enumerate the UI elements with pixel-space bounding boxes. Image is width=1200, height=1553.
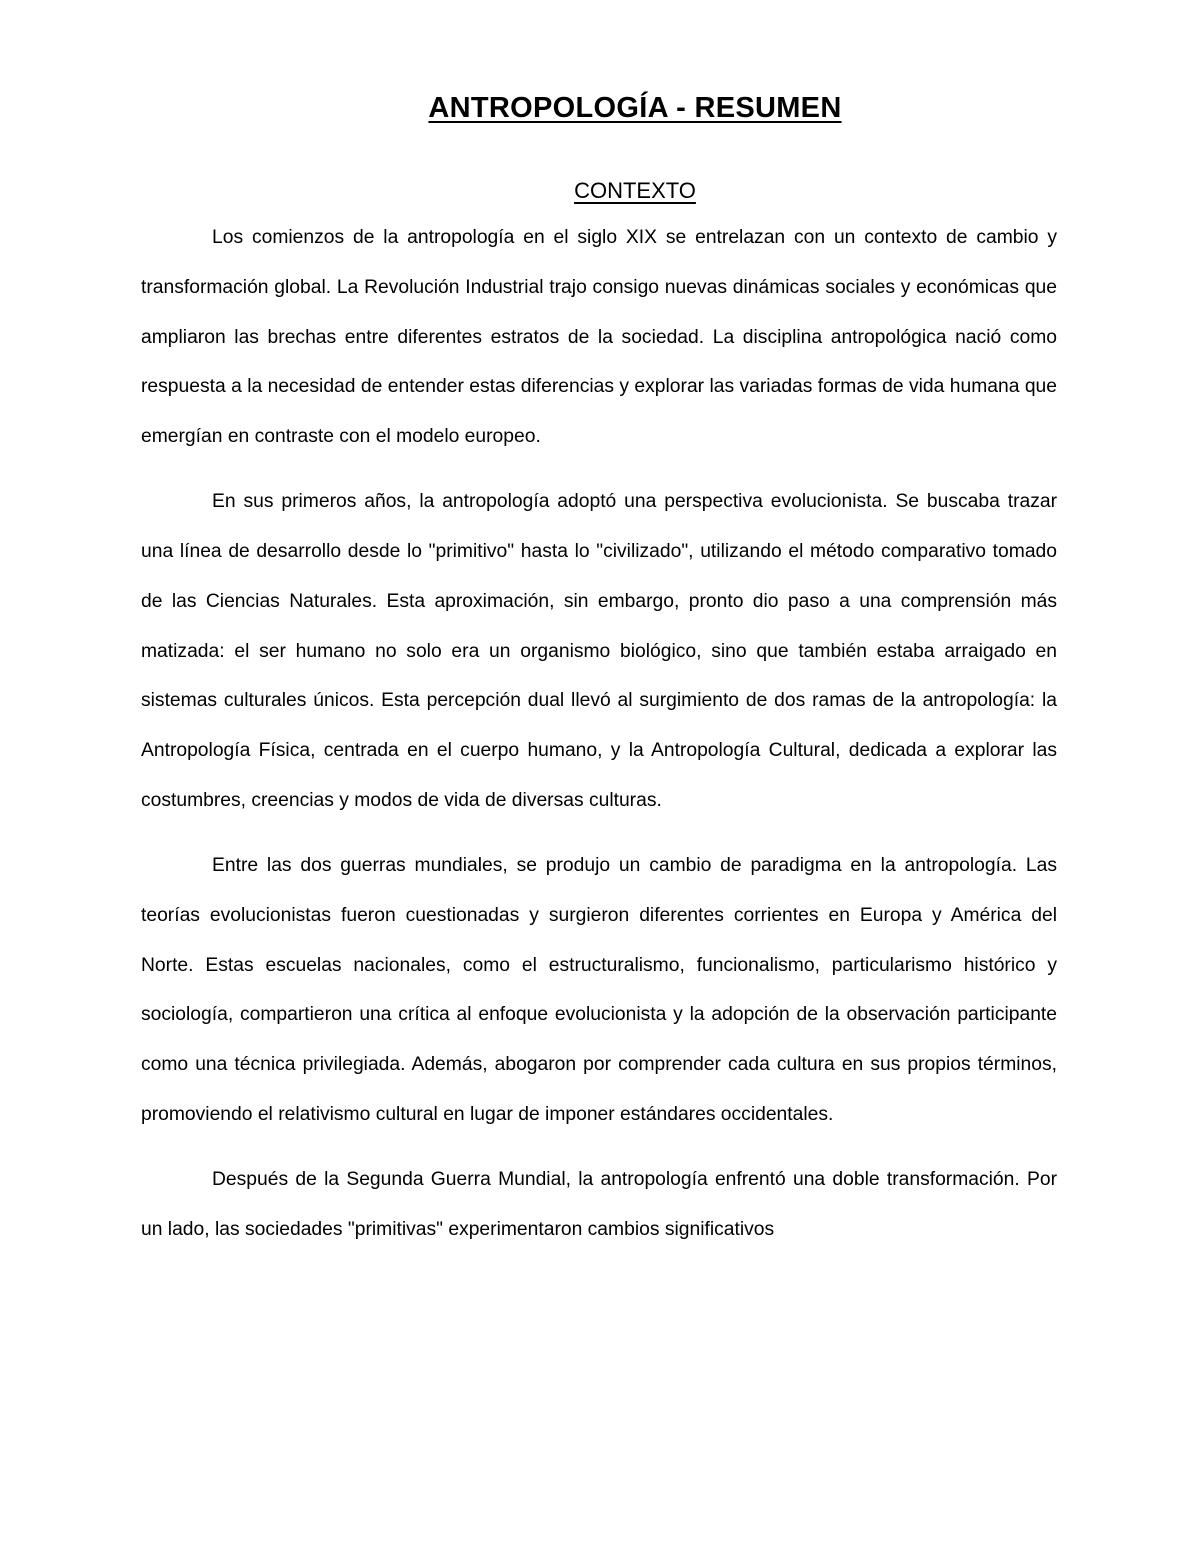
section-heading: CONTEXTO: [574, 178, 696, 203]
paragraph: Entre las dos guerras mundiales, se produjo un cambio de paradigma en la antropología. Las teorías evolucionistas fueron cuestionadas y surgieron diferentes corrientes en Europa y América del Norte. Estas escuelas nacionales, como el estructuralismo, funcionalismo, particularismo histórico y sociología, compartieron una crítica al enfoque evolucionista y la adopción de la observación participante como una técnica privilegiada. Además, abogaron por comprender cada cultura en sus propios términos, promoviendo el relativismo cultural en lugar de imponer estándares occidentales.: [141, 855, 1057, 1125]
document-body: [141, 213, 1057, 1270]
paragraph: Los comienzos de la antropología en el siglo XIX se entrelazan con un contexto de cambio y transformación global. La Revolución Industrial trajo consigo nuevas dinámicas sociales y económicas que ampliaron las brechas entre diferentes estratos de la sociedad. La disciplina antropológica nació como respuesta a la necesidad de entender estas diferencias y explorar las variadas formas de vida humana que emergían en contraste con el modelo europeo.: [141, 227, 1057, 447]
document-title: ANTROPOLOGÍA - RESUMEN: [428, 92, 842, 124]
paragraph: Después de la Segunda Guerra Mundial, la antropología enfrentó una doble transformación. Por un lado, las sociedades "primitivas" experimentaron cambios significativos: [141, 1169, 1057, 1240]
paragraph: En sus primeros años, la antropología adoptó una perspectiva evolucionista. Se buscaba trazar una línea de desarrollo desde lo "primitivo" hasta lo "civilizado", utilizando el método comparativo tomado de las Ciencias Naturales. Esta aproximación, sin embargo, pronto dio paso a una comprensión más matizada: el ser humano no solo era un organismo biológico, sino que también estaba arraigado en sistemas culturales únicos. Esta percepción dual llevó al surgimiento de dos ramas de la antropología: la Antropología Física, centrada en el cuerpo humano, y la Antropología Cultural, dedicada a explorar las costumbres, creencias y modos de vida de diversas culturas.: [141, 491, 1057, 811]
